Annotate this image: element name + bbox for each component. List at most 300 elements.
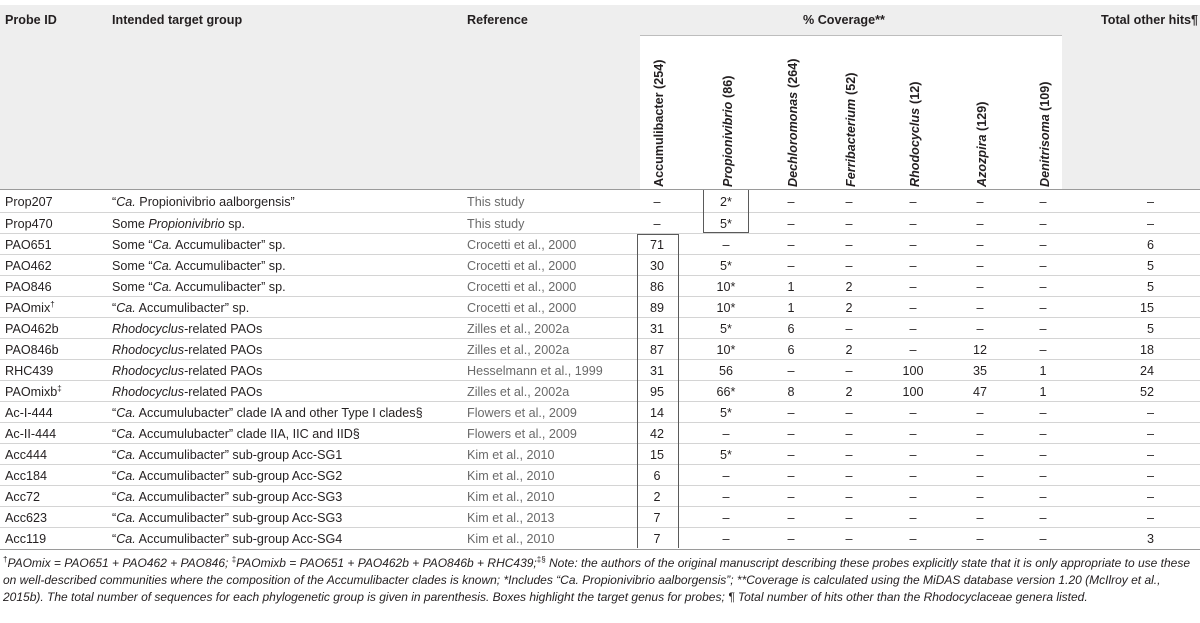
target-group-part: -related PAOs — [184, 343, 263, 357]
coverage-value: – — [909, 322, 917, 336]
coverage-value: – — [976, 280, 984, 294]
target-group — [112, 406, 423, 420]
table-row — [0, 317, 1200, 339]
coverage-value: – — [1039, 532, 1047, 546]
coverage-value: – — [976, 217, 984, 231]
coverage-value: – — [1039, 511, 1047, 525]
target-group-part: Accumulibacter” sub-group Acc-SG4 — [135, 532, 343, 546]
target-group — [112, 322, 262, 336]
target-group-part: Ca. — [152, 259, 173, 273]
coverage-value: – — [845, 427, 853, 441]
target-group-part: Rhodocyclus — [112, 364, 185, 378]
coverage-value: – — [976, 259, 984, 273]
probe-id — [5, 238, 52, 252]
coverage-value: – — [976, 406, 984, 420]
target-group-part: Some “ — [112, 259, 153, 273]
coverage-value: 66* — [716, 385, 736, 399]
coverage-value: – — [909, 469, 917, 483]
table-row — [0, 296, 1200, 318]
coverage-value: 95 — [649, 385, 664, 399]
propionivibrio-box-bottom — [703, 232, 749, 233]
target-group — [112, 448, 342, 462]
probe-id-footnote-marker: † — [50, 300, 55, 309]
coverage-value: – — [909, 195, 917, 209]
probe-id — [5, 343, 59, 357]
coverage-value: – — [909, 280, 917, 294]
coverage-value: – — [909, 343, 917, 357]
coverage-value: – — [787, 406, 795, 420]
coverage-value: 30 — [649, 259, 664, 273]
footnote-marker: ‡§ — [536, 555, 546, 564]
coverage-value: – — [1039, 406, 1047, 420]
genus-count: (52) — [844, 72, 858, 96]
genus-header-3 — [782, 37, 800, 187]
coverage-value: 31 — [649, 364, 664, 378]
reference: Crocetti et al., 2000 — [467, 301, 577, 315]
target-group-part: Accumulibacter” sub-group Acc-SG2 — [135, 469, 343, 483]
genus-count: (86) — [721, 75, 735, 99]
table-row — [0, 338, 1200, 360]
reference: Flowers et al., 2009 — [467, 406, 577, 420]
coverage-value: – — [909, 238, 917, 252]
coverage-value: 100 — [902, 385, 924, 399]
coverage-value: – — [787, 217, 795, 231]
table-row — [0, 191, 1200, 212]
coverage-value: 47 — [972, 385, 987, 399]
probe-id-text: Acc623 — [5, 511, 48, 525]
coverage-value: – — [845, 322, 853, 336]
genus-count: (12) — [908, 82, 922, 105]
table-row — [0, 401, 1200, 423]
table-row — [0, 359, 1200, 381]
probe-id-text: PAO651 — [5, 238, 52, 252]
accumulibacter-box-top — [637, 234, 679, 235]
target-group-part: Ca. — [116, 490, 136, 504]
coverage-value: – — [1039, 343, 1047, 357]
probe-id-text: Acc184 — [5, 469, 48, 483]
target-group — [112, 469, 342, 483]
genus-name: Dechloromonas — [786, 91, 800, 187]
target-group — [112, 217, 245, 231]
coverage-value: 5* — [720, 406, 732, 420]
total-other-hits: – — [1146, 490, 1154, 504]
coverage-value: 10* — [716, 301, 736, 315]
genus-header-6 — [971, 37, 989, 187]
genus-name: Rhodocyclus — [908, 107, 922, 187]
total-other-hits: 52 — [1139, 385, 1154, 399]
reference: Zilles et al., 2002a — [467, 343, 570, 357]
target-group-part: -related PAOs — [184, 322, 263, 336]
coverage-value: 12 — [972, 343, 987, 357]
target-group-part: Accumulibacter” sub-group Acc-SG3 — [135, 490, 343, 504]
probe-id-text: PAO846b — [5, 343, 59, 357]
target-group-part: Ca. — [116, 427, 136, 441]
coverage-value: 1 — [1039, 385, 1047, 399]
target-group-part: “ — [112, 195, 117, 209]
coverage-value: – — [1039, 448, 1047, 462]
total-other-hits: 3 — [1146, 532, 1154, 546]
coverage-value: – — [1039, 238, 1047, 252]
coverage-value: 6 — [787, 322, 795, 336]
coverage-value: 6 — [653, 469, 661, 483]
probe-id-text: Acc119 — [5, 532, 47, 546]
probe-id — [5, 301, 55, 315]
total-other-hits: 6 — [1146, 238, 1154, 252]
coverage-value: 56 — [718, 364, 733, 378]
genus-header-7 — [1034, 37, 1052, 187]
coverage-value: – — [909, 259, 917, 273]
coverage-value: 8 — [787, 385, 795, 399]
coverage-value: 7 — [653, 532, 661, 546]
coverage-value: – — [845, 195, 853, 209]
table-row — [0, 485, 1200, 507]
target-group — [112, 259, 286, 273]
coverage-value: – — [845, 217, 853, 231]
coverage-value: – — [976, 322, 984, 336]
table-row — [0, 275, 1200, 297]
header-coverage: % Coverage** — [803, 13, 885, 27]
table-row — [0, 254, 1200, 276]
coverage-value: – — [1039, 217, 1047, 231]
probe-id-text: Ac-II-444 — [5, 427, 57, 441]
bottom-rule — [0, 549, 1200, 550]
probe-id-footnote-marker: ‡ — [57, 384, 62, 393]
target-group — [112, 343, 262, 357]
coverage-value: – — [845, 469, 853, 483]
target-group-part: Accumulibacter” sp. — [172, 259, 286, 273]
coverage-value: 14 — [649, 406, 664, 420]
coverage-value: – — [909, 448, 917, 462]
coverage-value: 6 — [787, 343, 795, 357]
total-other-hits: – — [1146, 469, 1154, 483]
target-group — [112, 301, 249, 315]
coverage-value: – — [787, 448, 795, 462]
probe-id — [5, 259, 52, 273]
coverage-value: – — [976, 427, 984, 441]
footnote-paomix: PAOmix = PAO651 + PAO462 + PAO846; — [7, 556, 232, 570]
coverage-value: 10* — [716, 280, 736, 294]
coverage-value: – — [1039, 427, 1047, 441]
target-group-part: “ — [112, 532, 117, 546]
target-group-part: Rhodocyclus — [112, 322, 185, 336]
coverage-value: 7 — [653, 511, 661, 525]
coverage-value: – — [976, 490, 984, 504]
probe-id-text: Ac-I-444 — [5, 406, 53, 420]
coverage-value: – — [722, 511, 730, 525]
coverage-value: – — [976, 238, 984, 252]
coverage-value: – — [787, 469, 795, 483]
coverage-value: – — [722, 238, 730, 252]
genus-count: (254) — [652, 59, 666, 90]
coverage-value: – — [909, 427, 917, 441]
reference: Crocetti et al., 2000 — [467, 259, 577, 273]
target-group-part: “ — [112, 406, 117, 420]
probe-id — [5, 448, 47, 462]
coverage-value: – — [845, 511, 853, 525]
coverage-value: – — [976, 448, 984, 462]
coverage-value: 5* — [720, 448, 732, 462]
target-group — [112, 427, 360, 441]
coverage-value: – — [1039, 259, 1047, 273]
target-group-part: Accumulibacter” sub-group Acc-SG1 — [135, 448, 343, 462]
coverage-value: 1 — [1039, 364, 1047, 378]
total-other-hits: – — [1146, 195, 1154, 209]
target-group-part: “ — [112, 490, 117, 504]
probe-id — [5, 532, 46, 546]
coverage-value: 89 — [649, 301, 664, 315]
header-total-other-hits: Total other hits¶ — [1101, 13, 1199, 27]
footnote-total-hits: ¶ Total number of hits other than the Rhodocyclaceae genera listed. — [728, 590, 1088, 604]
target-group — [112, 195, 295, 209]
reference: Kim et al., 2010 — [467, 469, 555, 483]
probe-id — [5, 511, 47, 525]
coverage-value: – — [722, 427, 730, 441]
probe-id-text: Prop207 — [5, 195, 53, 209]
coverage-value: – — [787, 532, 795, 546]
total-other-hits: 5 — [1146, 322, 1154, 336]
probe-id — [5, 322, 59, 336]
header-probe-id: Probe ID — [5, 13, 57, 27]
coverage-value: 5* — [720, 217, 732, 231]
table-footnote — [3, 555, 1195, 606]
coverage-value: – — [976, 511, 984, 525]
coverage-value: 2 — [845, 385, 853, 399]
coverage-value: – — [976, 469, 984, 483]
genus-count: (264) — [786, 58, 800, 89]
target-group-part: Ca. — [116, 406, 136, 420]
probe-id — [5, 195, 53, 209]
probe-id-text: PAO462 — [5, 259, 52, 273]
table-row — [0, 422, 1200, 444]
target-group-part: Accumulibacter” sp. — [135, 301, 250, 315]
reference: This study — [467, 217, 525, 231]
table-row — [0, 443, 1200, 465]
target-group-part: Some “ — [112, 280, 153, 294]
coverage-value: 15 — [649, 448, 664, 462]
footnote-note: Note: the authors of the original manuscript describing these probes explicitly state that it is only appropriate to use these on well-described communities where the composition of the Accumulibacter clades is known; — [3, 556, 1191, 587]
coverage-value: 71 — [649, 238, 664, 252]
probe-id-text: Acc444 — [5, 448, 48, 462]
reference: Zilles et al., 2002a — [467, 322, 570, 336]
propionivibrio-box-right — [748, 190, 749, 233]
coverage-value: – — [909, 511, 917, 525]
footnote-includes: *Includes “Ca. Propionivibrio aalborgensis”; — [503, 573, 737, 587]
coverage-value: – — [976, 195, 984, 209]
target-group-part: Propionivibrio — [148, 217, 225, 231]
reference: Crocetti et al., 2000 — [467, 238, 577, 252]
coverage-value: – — [1039, 280, 1047, 294]
coverage-value: – — [976, 532, 984, 546]
target-group-part: Ca. — [152, 238, 173, 252]
total-other-hits: – — [1146, 217, 1154, 231]
target-group-part: Ca. — [116, 469, 136, 483]
target-group-part: Ca. — [116, 532, 136, 546]
propionivibrio-box-left — [703, 190, 704, 233]
genus-header-1 — [648, 37, 666, 187]
probe-id-text: PAO846 — [5, 280, 52, 294]
coverage-value: 2 — [653, 490, 661, 504]
target-group — [112, 532, 342, 546]
coverage-value: – — [1039, 301, 1047, 315]
coverage-value: 87 — [649, 343, 664, 357]
accumulibacter-box-left — [637, 234, 638, 548]
genus-name: Accumulibacter — [652, 92, 666, 187]
target-group-part: Ca. — [116, 511, 136, 525]
coverage-value: – — [1039, 322, 1047, 336]
reference: Zilles et al., 2002a — [467, 385, 570, 399]
target-group-part: Accumulibacter” sub-group Acc-SG3 — [135, 511, 343, 525]
coverage-value: – — [909, 406, 917, 420]
coverage-value: – — [845, 532, 853, 546]
coverage-value: – — [845, 259, 853, 273]
coverage-value: 5* — [720, 322, 732, 336]
footnote-coverage: **Coverage is calculated using the MiDAS database version 1.20 (McIlroy et al., 2015b). The total number of sequences for each phylogenetic group is given in parenthesis. Boxes highlight the target genus for probes; — [3, 573, 1161, 604]
target-group-part: “ — [112, 511, 117, 525]
coverage-value: 31 — [649, 322, 664, 336]
coverage-value: – — [722, 532, 730, 546]
coverage-value: 1 — [787, 280, 795, 294]
target-group-part: Accumulubacter” clade IA and other Type I clades§ — [135, 406, 423, 420]
target-group-part: Accumulibacter” sp. — [172, 280, 286, 294]
coverage-value: – — [722, 469, 730, 483]
genus-name: Azozpira — [975, 134, 989, 187]
coverage-value: – — [845, 406, 853, 420]
target-group-part: Propionivibrio aalborgensis” — [135, 195, 295, 209]
accumulibacter-box-right — [678, 234, 679, 548]
genus-name: Ferribacterium — [844, 98, 858, 187]
probe-id — [5, 364, 53, 378]
probe-id-text: Acc72 — [5, 490, 41, 504]
target-group-part: Some “ — [112, 238, 153, 252]
coverage-value: – — [845, 364, 853, 378]
total-other-hits: 15 — [1139, 301, 1154, 315]
coverage-value: 2* — [720, 195, 732, 209]
coverage-value: – — [787, 427, 795, 441]
genus-header-5 — [904, 37, 922, 187]
target-group-part: Ca. — [152, 280, 173, 294]
target-group-part: Accumulubacter” clade IIA, IIC and IID§ — [135, 427, 360, 441]
footnote-marker: † — [3, 555, 8, 564]
target-group-part: -related PAOs — [184, 385, 263, 399]
target-group-part: Accumulibacter” sp. — [172, 238, 286, 252]
coverage-value: 42 — [649, 427, 664, 441]
genus-name: Denitrisoma — [1038, 114, 1052, 187]
table-row — [0, 506, 1200, 528]
total-other-hits: 18 — [1139, 343, 1154, 357]
coverage-value: – — [722, 490, 730, 504]
reference: This study — [467, 195, 525, 209]
target-group-part: “ — [112, 469, 117, 483]
total-other-hits: 5 — [1146, 280, 1154, 294]
coverage-value: – — [787, 238, 795, 252]
coverage-value: – — [787, 490, 795, 504]
coverage-value: 86 — [649, 280, 664, 294]
coverage-value: – — [787, 511, 795, 525]
table-row — [0, 527, 1200, 549]
coverage-value: – — [909, 217, 917, 231]
target-group — [112, 238, 286, 252]
coverage-value: – — [653, 195, 661, 209]
target-group-part: “ — [112, 427, 117, 441]
genus-name: Propionivibrio — [721, 101, 735, 187]
reference: Hesselmann et al., 1999 — [467, 364, 603, 378]
reference: Crocetti et al., 2000 — [467, 280, 577, 294]
coverage-value: – — [1039, 195, 1047, 209]
target-group — [112, 280, 286, 294]
target-group-part: Ca. — [116, 448, 136, 462]
header-target-group: Intended target group — [112, 13, 243, 27]
coverage-value: – — [845, 490, 853, 504]
target-group-part: Rhodocyclus — [112, 343, 185, 357]
reference: Flowers et al., 2009 — [467, 427, 577, 441]
coverage-value: – — [1039, 490, 1047, 504]
target-group — [112, 490, 342, 504]
coverage-value: – — [976, 301, 984, 315]
footnote-marker: ‡ — [231, 555, 237, 564]
coverage-value: – — [909, 301, 917, 315]
probe-id-text: PAO462b — [5, 322, 59, 336]
target-group-part: Some — [112, 217, 149, 231]
probe-id-text: PAOmixb — [5, 385, 58, 399]
total-other-hits: – — [1146, 427, 1154, 441]
probe-id — [5, 469, 47, 483]
target-group-part: “ — [112, 301, 117, 315]
coverage-value: – — [787, 364, 795, 378]
coverage-value: 2 — [845, 343, 853, 357]
coverage-value: – — [787, 259, 795, 273]
header-reference: Reference — [467, 13, 528, 27]
coverage-value: – — [909, 532, 917, 546]
coverage-value: 2 — [845, 301, 853, 315]
coverage-value: – — [1039, 469, 1047, 483]
probe-id-text: PAOmix — [5, 301, 51, 315]
table-row — [0, 380, 1200, 402]
total-other-hits: – — [1146, 406, 1154, 420]
total-other-hits: 5 — [1146, 259, 1154, 273]
genus-count: (129) — [975, 101, 989, 132]
probe-id — [5, 427, 56, 441]
reference: Kim et al., 2010 — [467, 532, 555, 546]
coverage-value: – — [845, 238, 853, 252]
genus-header-4 — [840, 37, 858, 187]
header-rule — [0, 189, 1200, 190]
coverage-value: – — [909, 490, 917, 504]
reference: Kim et al., 2010 — [467, 448, 555, 462]
target-group-part: -related PAOs — [184, 364, 263, 378]
target-group — [112, 511, 342, 525]
probe-id — [5, 406, 53, 420]
total-other-hits: – — [1146, 511, 1154, 525]
probe-id — [5, 490, 40, 504]
target-group-part: Ca. — [116, 301, 136, 315]
coverage-rule — [640, 35, 1062, 36]
probe-id-text: RHC439 — [5, 364, 54, 378]
coverage-value: – — [787, 195, 795, 209]
coverage-value: – — [845, 448, 853, 462]
coverage-value: – — [653, 217, 661, 231]
total-other-hits: 24 — [1139, 364, 1154, 378]
reference: Kim et al., 2010 — [467, 490, 555, 504]
table-row — [0, 212, 1200, 234]
table-row — [0, 464, 1200, 486]
target-group-part: Rhodocyclus — [112, 385, 185, 399]
genus-count: (109) — [1038, 81, 1052, 111]
coverage-value: 35 — [972, 364, 987, 378]
probe-id-text: Prop470 — [5, 217, 53, 231]
target-group-part: Ca. — [116, 195, 136, 209]
table-row — [0, 233, 1200, 255]
probe-id — [5, 217, 53, 231]
